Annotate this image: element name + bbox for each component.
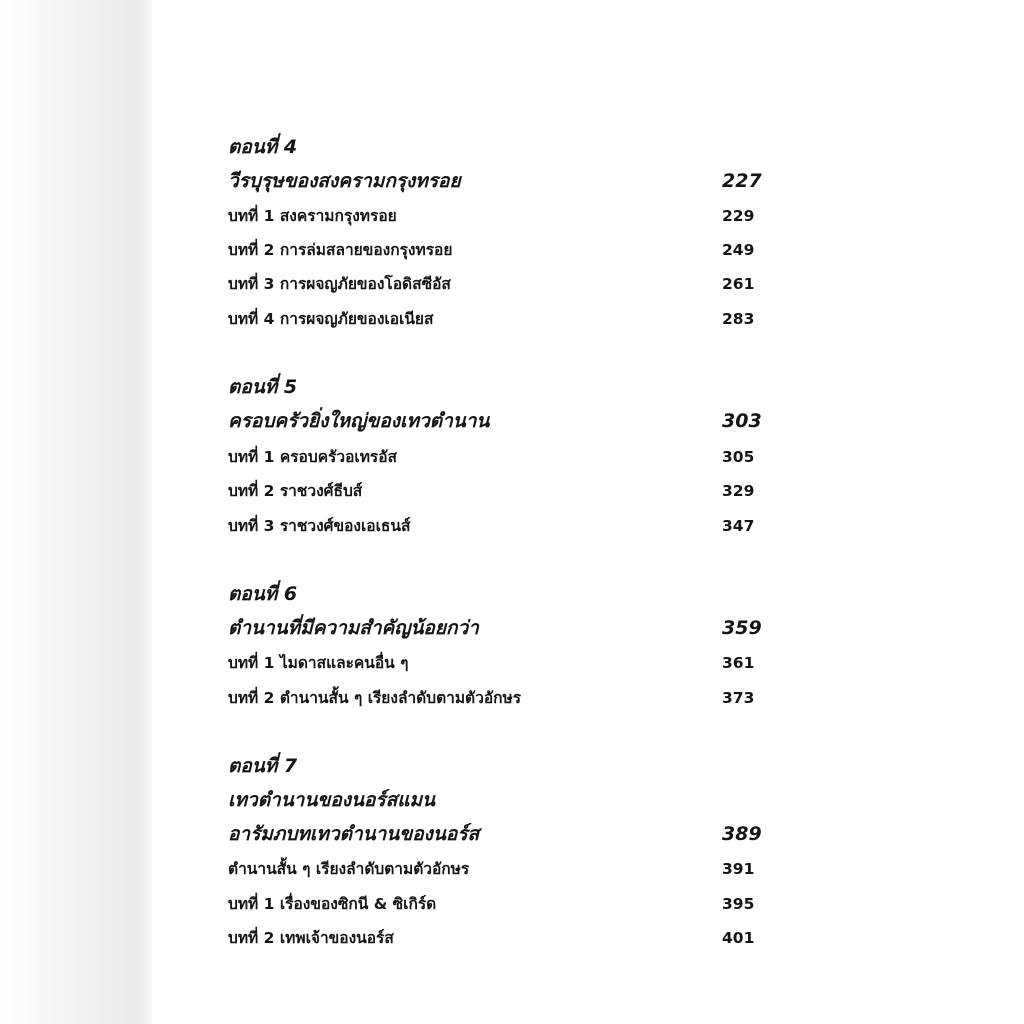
toc-entry [228,683,768,713]
chapter-title: ตำนานสั้น ๆ เรียงลำดับตามตัวอักษร [228,860,470,878]
part-4-heading [228,132,768,162]
part-7-heading [228,751,768,781]
page-number: 389 [722,823,762,845]
page-number: 361 [722,654,755,672]
toc-entry [228,511,768,541]
toc-entry [228,476,768,506]
page-number: 395 [722,895,755,913]
part-4-title [228,166,768,196]
toc-entry [228,648,768,678]
page-number: 303 [722,410,762,432]
chapter-title: บทที่ 2 เทพเจ้าของนอร์ส [228,929,394,947]
page-number: 305 [722,448,755,466]
chapter-title: บทที่ 3 ราชวงศ์ของเอเธนส์ [228,517,411,535]
part-7-subtitle [228,819,768,849]
part-title: ครอบครัวยิ่งใหญ่ของเทวตำนาน [228,410,490,432]
part-title: ตำนานที่มีความสำคัญน้อยกว่า [228,617,479,639]
page-number: 261 [722,275,755,293]
part-6-title [228,613,768,643]
part-title: วีรบุรุษของสงครามกรุงทรอย [228,170,461,192]
toc-entry [228,923,768,953]
part-5-heading [228,372,768,402]
chapter-title: บทที่ 3 การผจญภัยของโอดิสซีอัส [228,275,451,293]
page-number: 249 [722,241,755,259]
part-label: ตอนที่ 4 [228,136,298,158]
chapter-title: บทที่ 1 สงครามกรุงทรอย [228,207,397,225]
chapter-title: บทที่ 2 การล่มสลายของกรุงทรอย [228,241,453,259]
chapter-title: บทที่ 1 ไมดาสและคนอื่น ๆ [228,654,409,672]
page-number: 329 [722,482,755,500]
part-label: ตอนที่ 5 [228,376,298,398]
toc-entry [228,304,768,334]
page-number: 283 [722,310,755,328]
chapter-title: บทที่ 2 ตำนานสั้น ๆ เรียงลำดับตามตัวอักษร [228,689,522,707]
part-label: ตอนที่ 6 [228,583,298,605]
page-number: 359 [722,617,762,639]
page-number: 347 [722,517,755,535]
part-7-title [228,785,768,815]
toc-entry [228,235,768,265]
part-title: เทวตำนานของนอร์สแมน [228,789,435,811]
page-number: 229 [722,207,755,225]
part-5-title [228,406,768,436]
page-number: 401 [722,929,755,947]
chapter-title: บทที่ 2 ราชวงศ์ธีบส์ [228,482,363,500]
page-number: 373 [722,689,755,707]
page-number: 227 [722,170,762,192]
chapter-title: บทที่ 1 เรื่องของซิกนี & ซิเกิร์ด [228,895,437,913]
toc-entry [228,201,768,231]
chapter-title: บทที่ 4 การผจญภัยของเอเนียส [228,310,434,328]
chapter-title: บทที่ 1 ครอบครัวอเทรอัส [228,448,398,466]
toc-entry [228,269,768,299]
toc-entry [228,442,768,472]
part-title: อารัมภบทเทวตำนานของนอร์ส [228,823,480,845]
part-6-heading [228,579,768,609]
part-label: ตอนที่ 7 [228,755,298,777]
page-gutter-shadow [0,0,152,1024]
toc-entry [228,854,768,884]
toc-entry [228,889,768,919]
page-number: 391 [722,860,755,878]
